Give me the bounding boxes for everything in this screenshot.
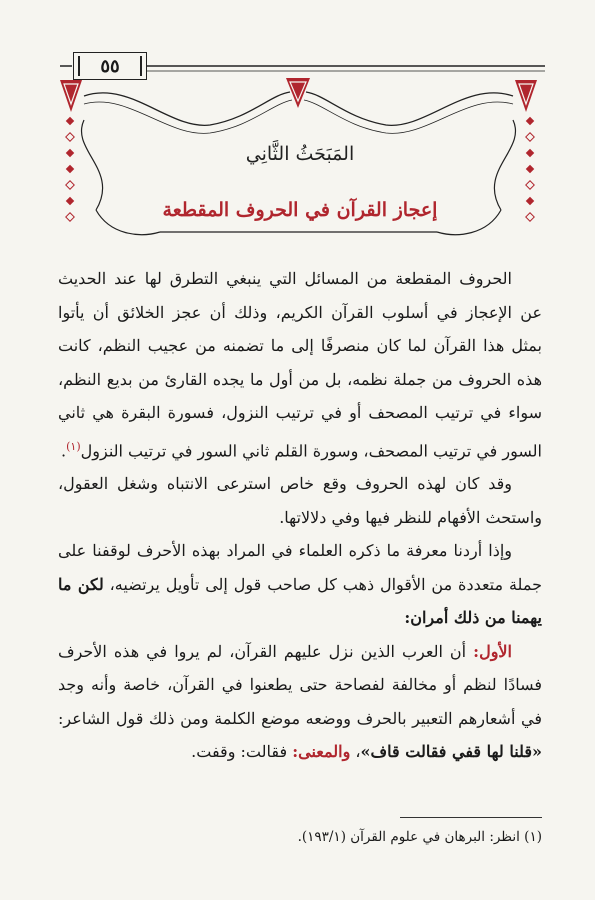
right-corner-ornament — [515, 80, 537, 112]
footnote-divider — [400, 817, 542, 818]
section-title: إعجاز القرآن في الحروف المقطعة — [162, 199, 438, 221]
footnote-marker[interactable]: (١) — [66, 439, 81, 453]
body-text — [58, 262, 542, 769]
page-number: ٥٥ — [73, 52, 147, 80]
paragraph-1: الحروف المقطعة من المسائل التي ينبغي التطرق لها عند الحديث عن الإعجاز في أسلوب القرآن الكريم، وذلك أن عجز الخلائق أن يأتوا بمثل هذا القرآن لما كان منصرفًا إلى ما تضمنه من عجيب النظم، كانت هذه الحروف من جملة نظمه، بل من أول ما يجده القارئ من بديع النظم، سواء في ترتيب المصحف أو في ترتيب النزول، فسورة البقرة هي ثاني السور في ترتيب المصحف، وسورة القلم ثاني السور في ترتيب النزول$^{(١)}$. — [58, 269, 543, 460]
paragraph-3: وإذا أردنا معرفة ما ذكره العلماء في المراد بهذه الأحرف لوقفنا على جملة متعددة من الأقوال ذهب كل صاحب قول إلى تأويل يرتضيه، لكن ما يهمنا من ذلك أمران: — [58, 541, 542, 628]
left-corner-ornament — [60, 80, 82, 112]
center-ornament — [286, 78, 310, 108]
footnote: (١) انظر: البرهان في علوم القرآن (١٩٣/١). — [297, 829, 542, 845]
section-subtitle: المَبَحَثُ الثَّانِي — [245, 143, 355, 165]
paragraph-2: وقد كان لهذه الحروف وقع خاص استرعى الانتباه وشغل العقول، واستحث الأفهام للنظر فيها وفي دلالاتها. — [58, 474, 542, 527]
first-point-label: الأول: — [473, 641, 512, 661]
poem-quote: «قلنا لها قفي فقالت قاف» — [360, 742, 542, 762]
paragraph-4: الأول: أن العرب الذين نزل عليهم القرآن، لم يروا في هذه الأحرف فسادًا لنظم أو مخالفة لفصاحة حتى يطعنوا في القرآن، خاصة وأنه وجد في أشعارهم التعبير بالحرف ووضعه موضع الكلمة ومن ذلك قول الشاعر: «قلنا لها قفي فقالت قاف»، والمعنى: فقالت: وقفت. — [58, 641, 543, 762]
meaning-label: والمعنى: — [292, 742, 351, 762]
paragraph-3-bold: لكن ما يهمنا من ذلك أمران: — [58, 574, 542, 628]
